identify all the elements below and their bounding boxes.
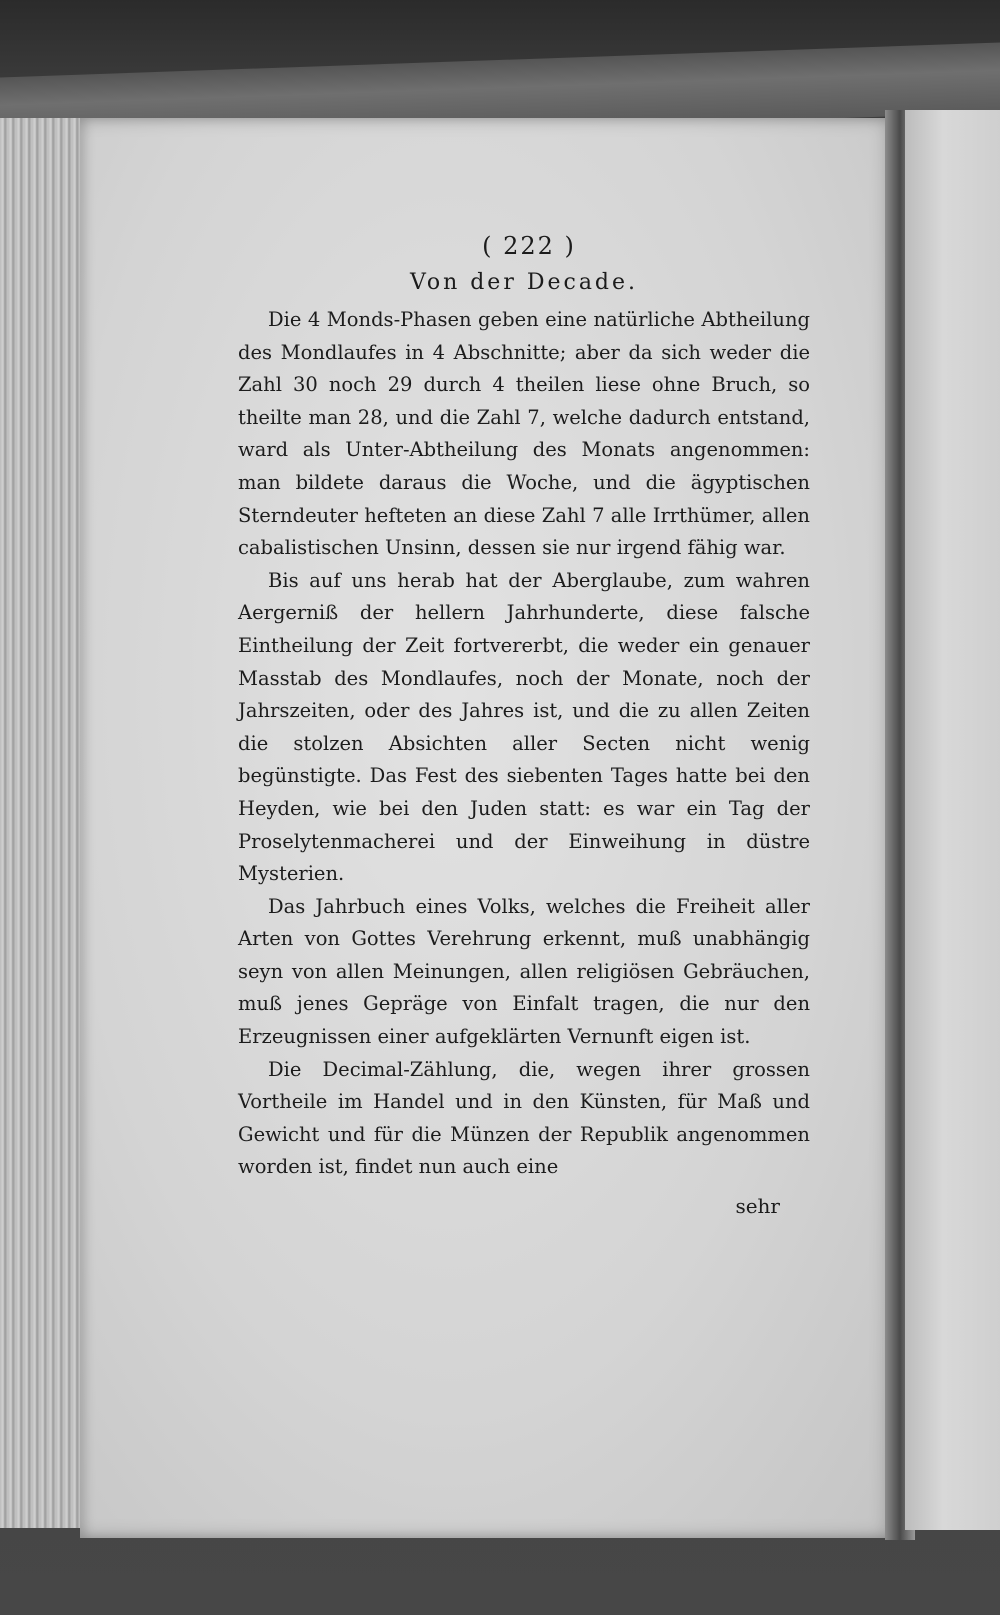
paragraph-2: Bis auf uns herab hat der Aberglaube, zum wahren Aergerniß der hellern Jahrhunderte, diese falsche Eintheilung der Zeit fortvererbt, die weder ein genauer Masstab des Mondlaufes, noch der Monate, noch der Jahrszeiten, oder des Jahres ist, und die zu allen Zeiten die stolzen Absichten aller Secten nicht wenig begünstigte. Das Fest des siebenten Tages hatte bei den Heyden, wie bei den Juden statt: es war ein Tag der Proselytenmacherei und der Einweihung in düstre Mysterien.	[238, 568, 810, 886]
page-text-block	[238, 228, 810, 1222]
page-stack-edge	[0, 118, 86, 1528]
paragraph-1: Die 4 Monds-Phasen geben eine natürliche Abtheilung des Mondlaufes in 4 Abschnitte; aber da sich weder die Zahl 30 noch 29 durch 4 theilen liese ohne Bruch, so theilte man 28, und die Zahl 7, welche dadurch entstand, ward als Unter-Abtheilung des Monats angenommen: man bildete daraus die Woche, und die ägyptischen Sterndeuter hefteten an diese Zahl 7 alle Irrthümer, allen cabalistischen Unsinn, dessen sie nur irgend fähig war.	[238, 308, 810, 560]
paragraph-3: Das Jahrbuch eines Volks, welches die Freiheit aller Arten von Gottes Verehrung erkennt, muß unabhängig seyn von allen Meinungen, allen religiösen Gebräuchen, muß jenes Gepräge von Einfalt tragen, die nur den Erzeugnissen einer aufgeklärten Vernunft eigen ist.	[238, 894, 810, 1049]
catchword: sehr	[735, 1194, 780, 1219]
page-number: ( 222 )	[482, 232, 576, 260]
right-page	[905, 110, 1000, 1530]
chapter-title: Von der Decade.	[409, 270, 639, 295]
paragraph-4: Die Decimal-Zählung, die, wegen ihrer grossen Vortheile im Handel und in den Künsten, für Maß und Gewicht und für die Münzen der Republik angenommen worden ist, findet nun auch eine	[238, 1057, 810, 1179]
